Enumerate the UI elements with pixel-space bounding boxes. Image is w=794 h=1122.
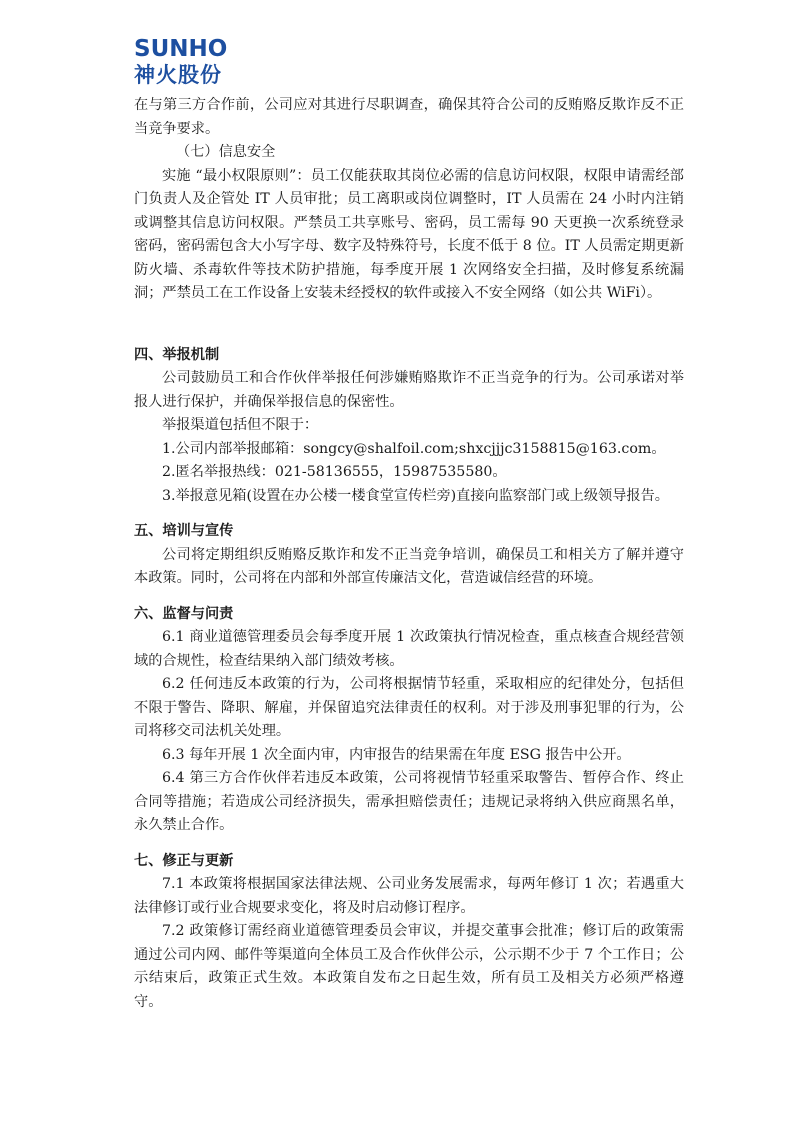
report-box: 3.举报意见箱(设置在办公楼一楼食堂宣传栏旁)直接向监察部门或上级领导报告。 xyxy=(162,487,669,504)
section-6-item: 6.1 商业道德管理委员会每季度开展 1 次政策执行情况检查，重点核查合规经营领域的合规性，检查结果纳入部门绩效考核。 xyxy=(134,629,684,669)
company-logo xyxy=(134,36,227,88)
section-6-item: 6.4 第三方合作伙伴若违反本政策，公司将视情节轻重采取警告、暂停合作、终止合同等措施；若造成公司经济损失，需承担赔偿责任；违规记录将纳入供应商黑名单，永久禁止合作。 xyxy=(134,770,684,833)
section-4-paragraph: 公司鼓励员工和合作伙伴举报任何涉嫌贿赂欺诈不正当竞争的行为。公司承诺对举报人进行保护，并确保举报信息的保密性。 xyxy=(134,370,684,410)
section-6-item: 6.2 任何违反本政策的行为，公司将根据情节轻重，采取相应的纪律处分，包括但不限于警告、降职、解雇，并保留追究法律责任的权利。对于涉及刑事犯罪的行为，公司将移交司法机关处理。 xyxy=(134,676,684,739)
section-6-title: 六、监督与问责 xyxy=(134,605,234,622)
section-7-title: 七、修正与更新 xyxy=(134,852,234,869)
document-body xyxy=(134,94,684,1014)
section-4-title: 四、举报机制 xyxy=(134,346,220,363)
logo-english: SUNHO xyxy=(134,36,228,62)
section-7-item: 7.1 本政策将根据国家法律法规、公司业务发展需求，每两年修订 1 次；若遇重大法律修订或行业合规要求变化，将及时启动修订程序。 xyxy=(134,876,684,916)
report-email: 1.公司内部举报邮箱：songcy@shalfoil.com;shxcjjjc3158815@163.com。 xyxy=(162,440,666,457)
report-hotline: 2.匿名举报热线：021-58136555，15987535580。 xyxy=(162,464,507,480)
section-5-paragraph: 公司将定期组织反贿赂反欺诈和发不正当竞争培训，确保员工和相关方了解并遵守本政策。同时，公司将在内部和外部宣传廉洁文化，营造诚信经营的环境。 xyxy=(134,546,684,586)
section-4-paragraph: 举报渠道包括但不限于： xyxy=(162,417,319,433)
section-5-title: 五、培训与宣传 xyxy=(134,523,234,539)
continued-paragraph: 在与第三方合作前，公司应对其进行尽职调查，确保其符合公司的反贿赂反欺诈反不正当竞争要求。 xyxy=(134,97,684,137)
section-7-item: 7.2 政策修订需经商业道德管理委员会审议，并提交董事会批准；修订后的政策需通过公司内网、邮件等渠道向全体员工及合作伙伴公示，公示期不少于 7 个工作日；公示结束后，政策正式生效。本政策自发布之日起生效，所有员工及相关方必须严格遵守。 xyxy=(134,923,684,1010)
logo-chinese: 神火股份 xyxy=(134,63,222,87)
section-6-item: 6.3 每年开展 1 次全面内审，内审报告的结果需在年度 ESG 报告中公开。 xyxy=(162,746,631,763)
subsection-7-body: 实施 “最小权限原则”：员工仅能获取其岗位必需的信息访问权限，权限申请需经部门负责人及企管处 IT 人员审批；员工离职或岗位调整时，IT 人员需在 24 小时内注销或调整其信息访问权限。严禁员工共享账号、密码，员工需每 90 天更换一次系统登录密码，密码需包含大小写字母、数字及特殊符号，长度不低于 8 位。IT 人员需定期更新防火墙、杀毒软件等技术防护措施，每季度开展 1 次网络安全扫描，及时修复系统漏洞；严禁员工在工作设备上安装未经授权的软件或接入不安全网络（如公共 WiFi）。 xyxy=(134,167,684,301)
subsection-7-title: （七）信息安全 xyxy=(176,144,276,160)
